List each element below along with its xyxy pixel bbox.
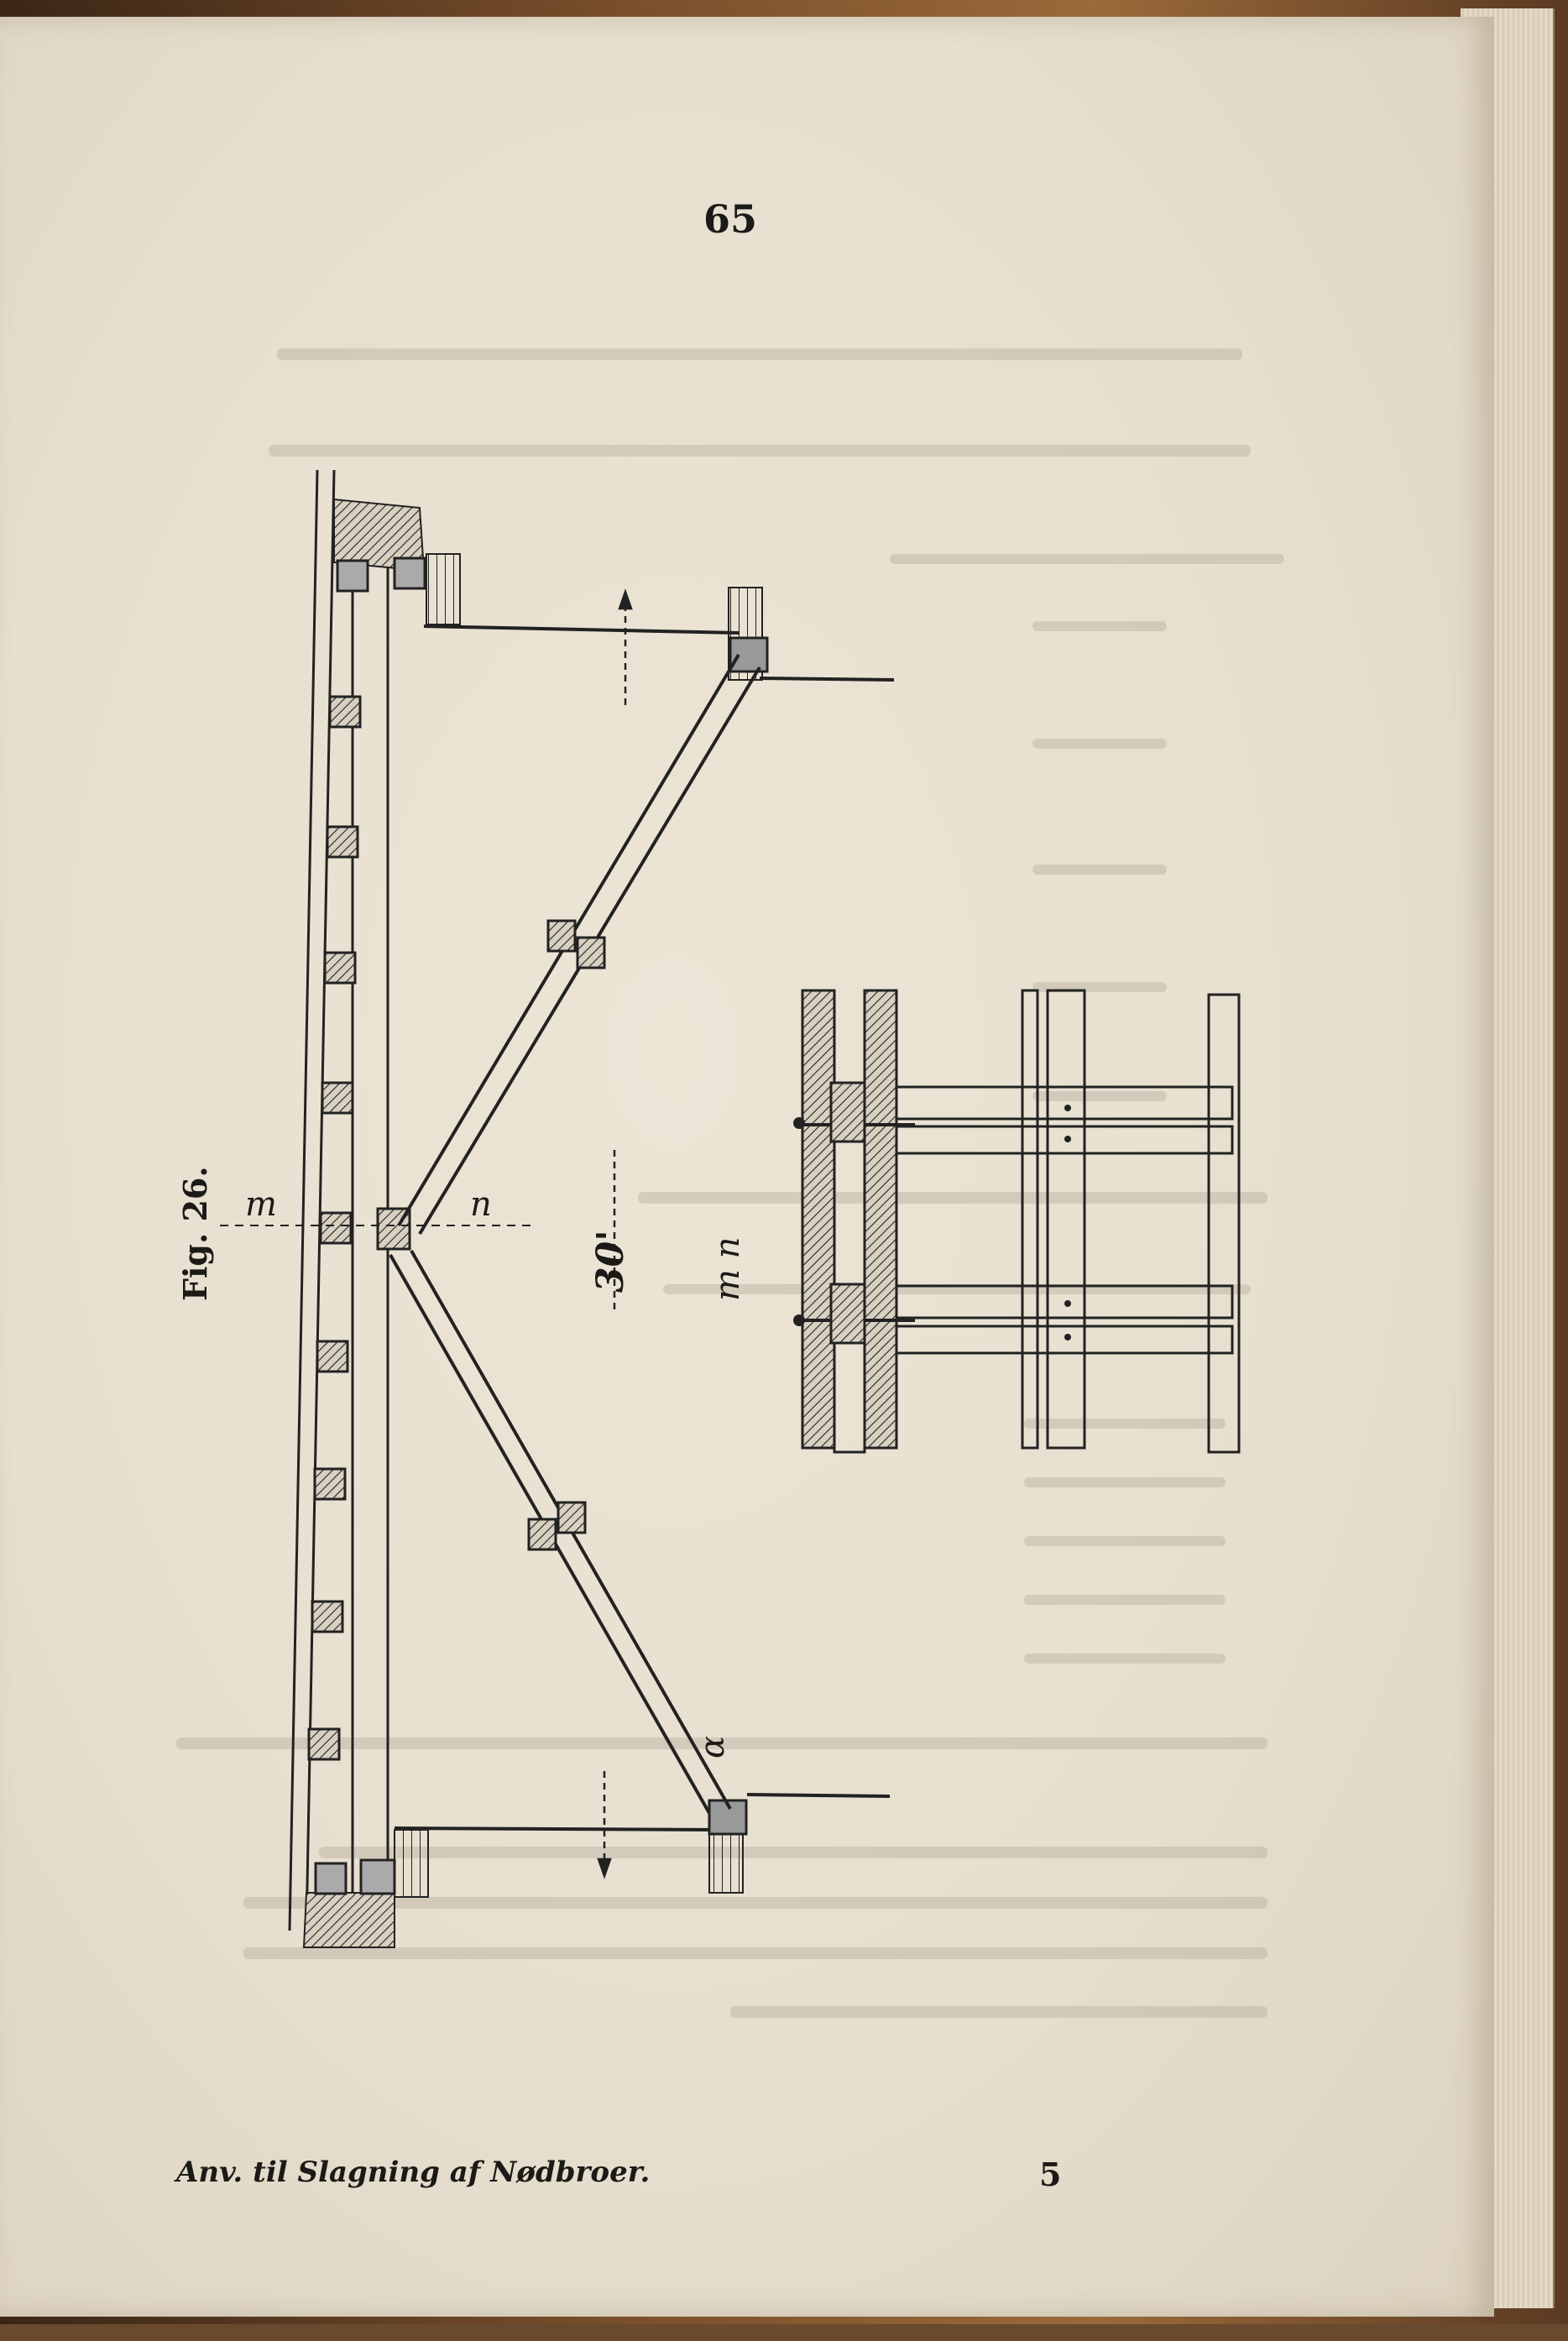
page xyxy=(0,17,1494,2317)
section-mn-drawing xyxy=(793,990,1239,1452)
abutment-bottom xyxy=(304,1830,428,1947)
label-span: 30' xyxy=(589,1230,632,1293)
page-number: 65 xyxy=(703,196,758,242)
label-m: m xyxy=(245,1185,277,1224)
running-footer-title: Anv. til Slagning af Nødbroer. xyxy=(176,2155,651,2189)
crossbeam-blocks xyxy=(309,697,410,1759)
label-mn: m n xyxy=(708,1236,747,1301)
signature-mark: 5 xyxy=(1039,2155,1062,2193)
figure-caption: Fig. 26. xyxy=(176,1166,214,1301)
label-alpha: α xyxy=(693,1735,732,1758)
figure-26-diagram xyxy=(0,17,1568,2317)
main-beam xyxy=(290,470,388,1931)
label-n: n xyxy=(470,1185,492,1224)
